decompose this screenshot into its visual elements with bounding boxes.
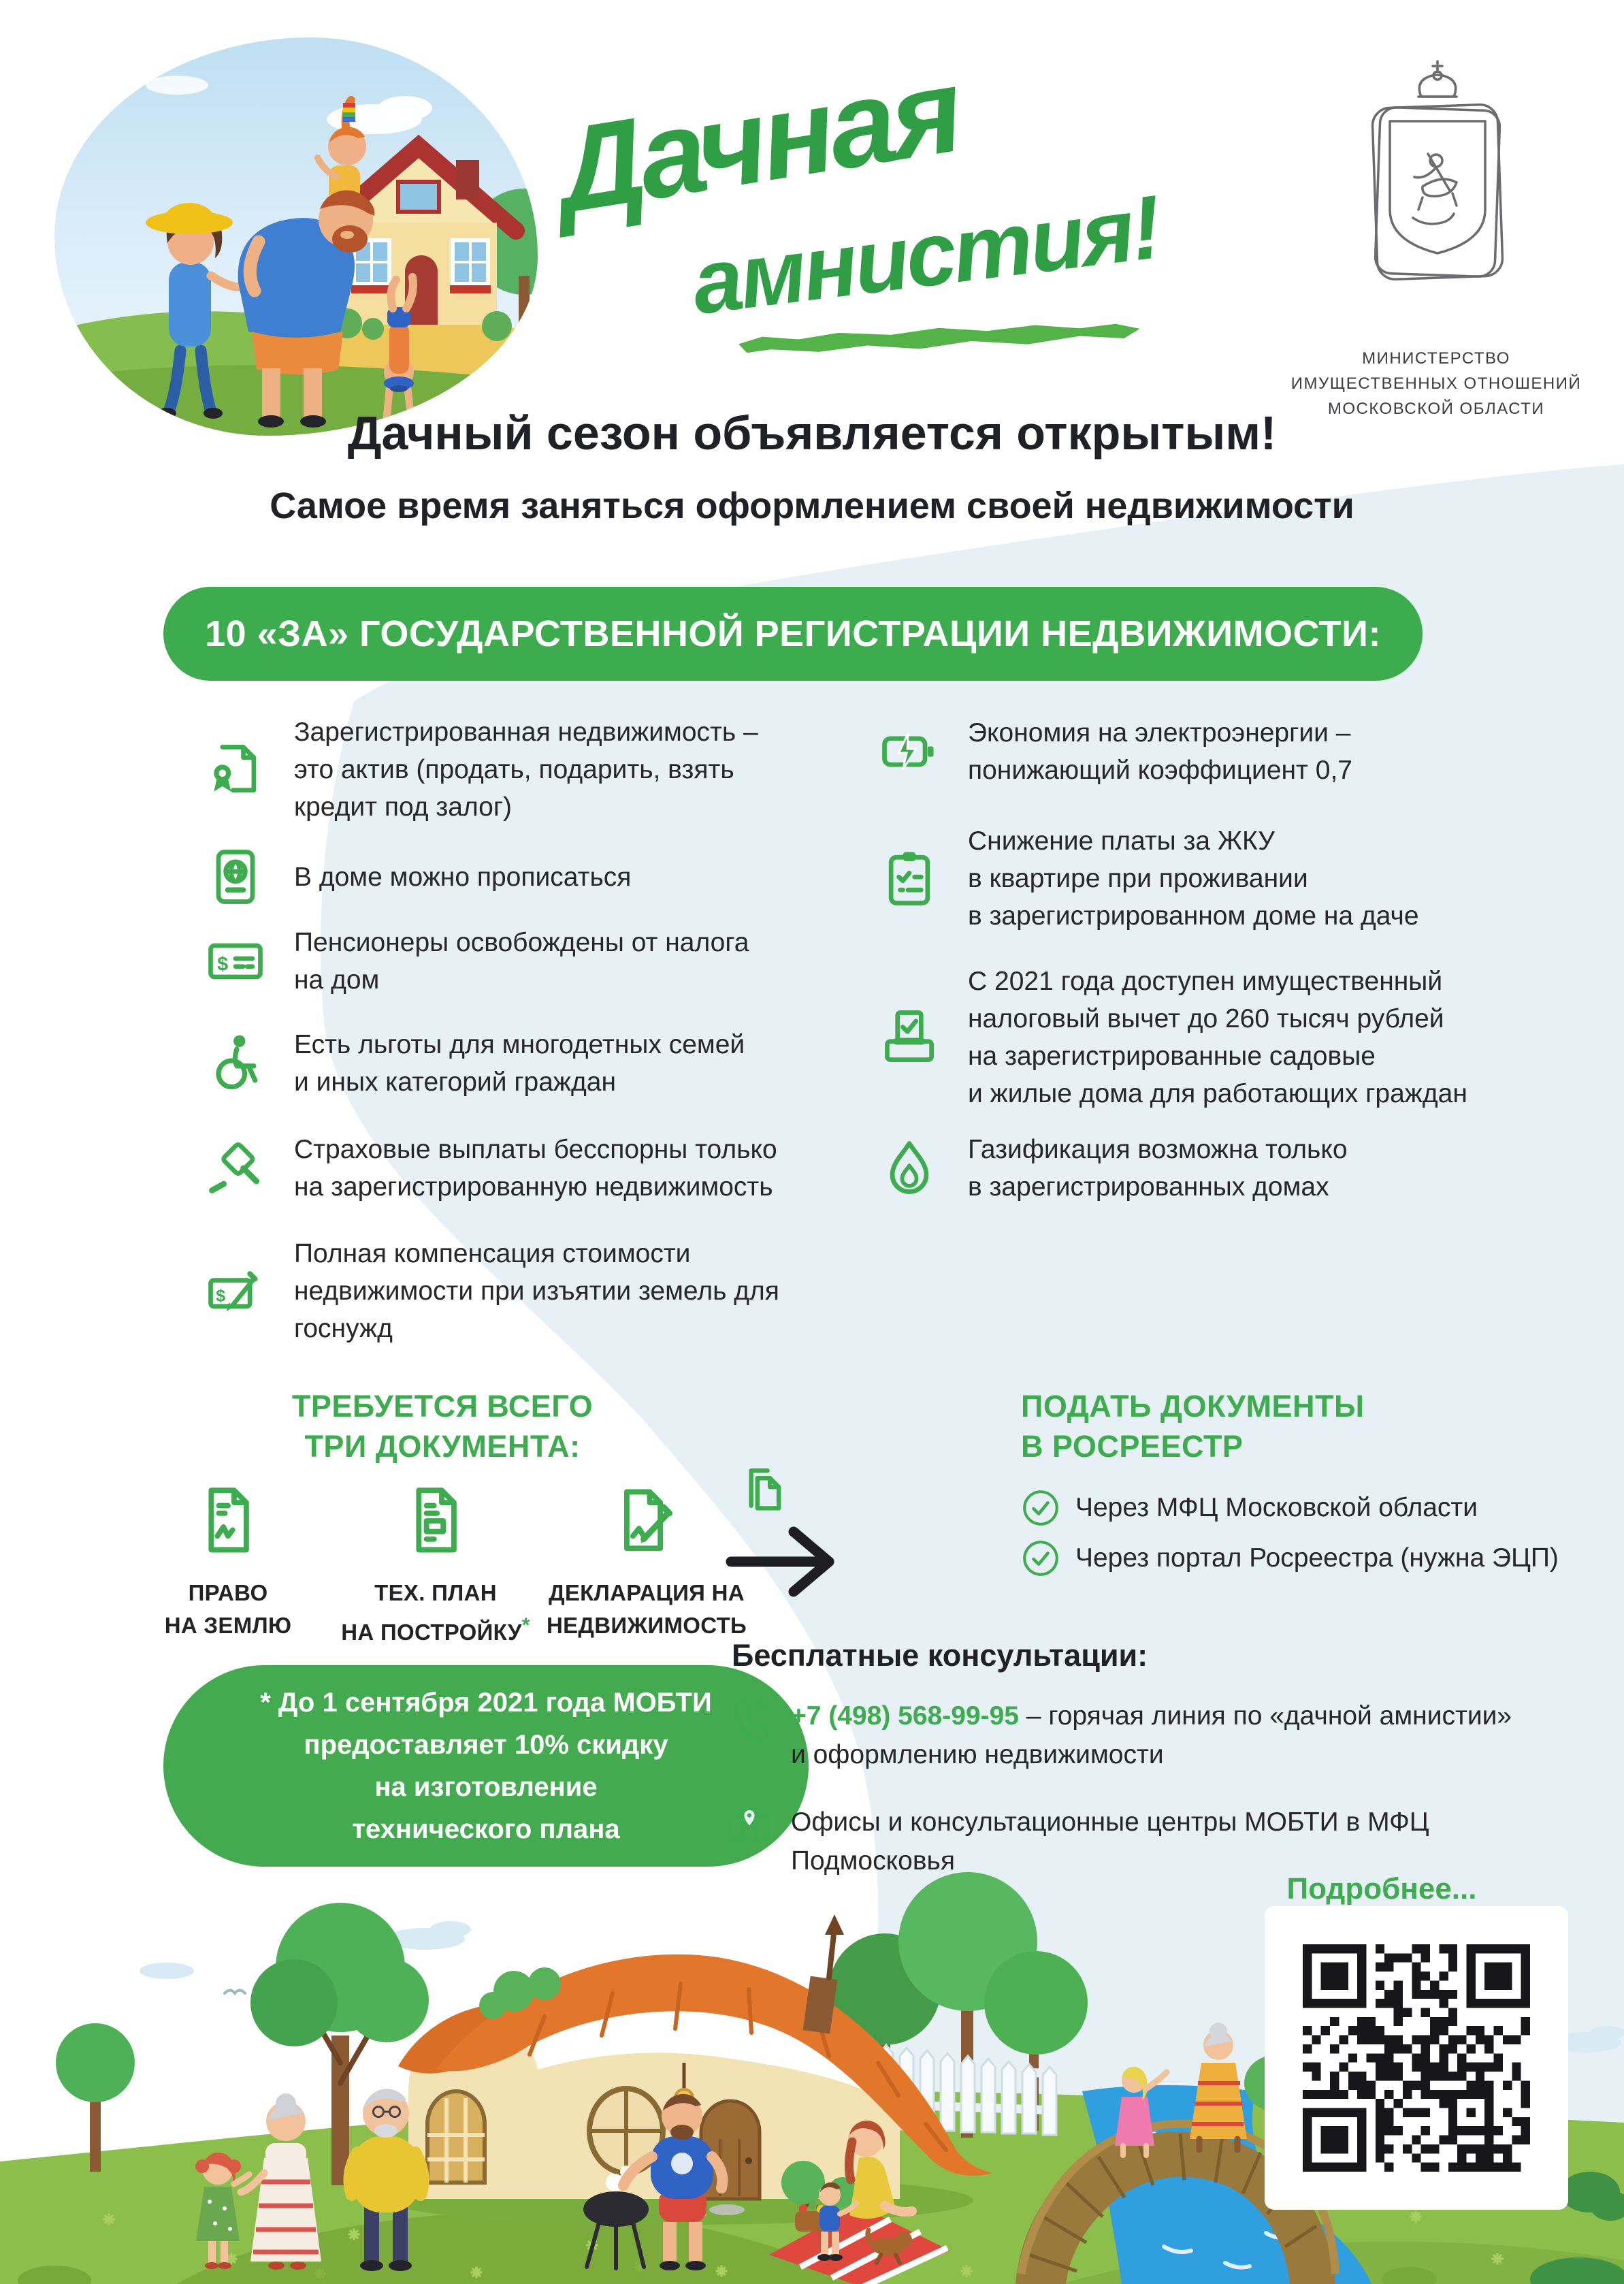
benefit-item xyxy=(203,708,787,831)
benefit-item xyxy=(203,1234,787,1348)
document-label: ПРАВО НА ЗЕМЛЮ xyxy=(164,1580,292,1638)
svg-text:$: $ xyxy=(216,1286,226,1306)
passport-icon xyxy=(203,844,268,910)
benefit-item xyxy=(203,923,787,999)
footnote-asterisk: * xyxy=(521,1614,530,1637)
check-circle-icon xyxy=(1021,1539,1060,1578)
document-pencil-icon xyxy=(608,1483,685,1559)
consultations-title: Бесплатные консультации: xyxy=(732,1638,1148,1673)
benefit-item xyxy=(877,713,1580,790)
benefit-text: Зарегистрированная недвижимость – это актив (продать, подарить, взять кредит под залог) xyxy=(294,717,758,822)
benefit-item xyxy=(877,961,1580,1114)
offices-text: Офисы и консультационные центры МОБТИ в МФЦ Подмосковья xyxy=(791,1807,1429,1876)
subheadline: Самое время заняться оформлением своей недвижимости xyxy=(270,485,1354,526)
benefit-text: Полная компенсация стоимости недвижимости при изъятии земель для госнужд xyxy=(294,1238,779,1343)
submit-option xyxy=(1021,1488,1478,1528)
money-check-icon xyxy=(203,929,268,994)
compensation-icon xyxy=(203,1258,268,1323)
submit-flow-indicator xyxy=(723,1457,859,1601)
benefit-item xyxy=(877,1130,1580,1206)
family-house-illustration xyxy=(54,37,538,436)
benefit-item xyxy=(203,843,787,911)
submit-title: ПОДАТЬ ДОКУМЕНТЫ В РОСРЕЕСТР xyxy=(1021,1389,1365,1464)
benefit-text: С 2021 года доступен имущественный налоговый вычет до 260 тысяч рублей на зарегистрированные садовые и жилые дома для работающих граждан xyxy=(968,967,1467,1108)
submit-option-label: Через МФЦ Московской области xyxy=(1075,1493,1478,1522)
headline: Дачный сезон объявляется открытым! xyxy=(347,406,1277,460)
discount-note-bubble: * До 1 сентября 2021 года МОБТИ предоставляет 10% скидку на изготовление технического плана xyxy=(163,1665,809,1867)
benefit-text: Пенсионеры освобождены от налога на дом xyxy=(294,928,749,995)
benefit-item xyxy=(203,1130,787,1206)
submit-option-label: Через портал Росреестра (нужна ЭЦП) xyxy=(1075,1543,1559,1573)
qr-code xyxy=(1265,1906,1568,2210)
gas-flame-icon xyxy=(877,1136,942,1201)
map-pin-icon xyxy=(723,1800,776,1853)
document-label: ТЕХ. ПЛАН НА ПОСТРОЙКУ* xyxy=(341,1580,530,1645)
battery-icon xyxy=(877,719,942,784)
clipboard-icon xyxy=(877,846,942,911)
document-signature-icon xyxy=(190,1483,266,1559)
benefit-text: Страховые выплаты бесспорны только на зарегистрированную недвижимость xyxy=(294,1135,777,1202)
hotline-text: +7 (498) 568-99-95 – горячая линия по «дачной амнистии» и оформлению недвижимости xyxy=(791,1701,1512,1769)
ministry-line: МОСКОВСКОЙ ОБЛАСТИ xyxy=(1327,400,1545,418)
benefit-text: Снижение платы за ЖКУ в квартире при проживании в зарегистрированном доме на даче xyxy=(968,826,1419,931)
document-item xyxy=(313,1483,558,1649)
document-plan-icon xyxy=(397,1483,474,1559)
benefit-text: Экономия на электроэнергии – понижающий коэффициент 0,7 xyxy=(968,718,1352,785)
logo-script-line1: Дачная xyxy=(547,43,967,238)
benefit-item xyxy=(877,821,1580,935)
benefits-banner xyxy=(163,587,1423,681)
documents-title: ТРЕБУЕТСЯ ВСЕГО ТРИ ДОКУМЕНТА: xyxy=(291,1389,594,1464)
phone-icon xyxy=(727,1695,777,1746)
ministry-line: ИМУЩЕСТВЕННЫХ ОТНОШЕНИЙ xyxy=(1290,374,1582,393)
document-label: ДЕКЛАРАЦИЯ НА НЕДВИЖИМОСТЬ xyxy=(546,1580,747,1638)
ballot-icon xyxy=(877,1005,942,1070)
submit-option xyxy=(1021,1539,1559,1578)
hotline-phone-number: +7 (498) 568-99-95 xyxy=(791,1701,1019,1731)
ministry-line: МИНИСТЕРСТВО xyxy=(1362,349,1510,368)
gavel-icon xyxy=(203,1136,268,1201)
certificate-icon xyxy=(203,737,268,802)
benefit-item xyxy=(203,1025,787,1101)
benefit-text: Есть льготы для многодетных семей и иных категорий граждан xyxy=(294,1030,745,1097)
check-circle-icon xyxy=(1021,1488,1060,1528)
copy-documents-icon xyxy=(732,1457,795,1519)
benefits-banner-label: 10 «ЗА» ГОСУДАРСТВЕННОЙ РЕГИСТРАЦИИ НЕДВИЖИМОСТИ: xyxy=(205,613,1381,654)
qr-caption: Подробнее... xyxy=(1286,1872,1477,1905)
wheelchair-icon xyxy=(203,1031,268,1096)
arrow-right-icon xyxy=(723,1519,859,1601)
svg-text:$: $ xyxy=(217,953,229,976)
ministry-emblem-icon xyxy=(1288,53,1587,346)
benefit-text: В доме можно прописаться xyxy=(294,862,632,892)
logo-script-line2: амнистия! xyxy=(687,176,1165,334)
benefit-text: Газификация возможна только в зарегистрированных домах xyxy=(968,1135,1348,1202)
